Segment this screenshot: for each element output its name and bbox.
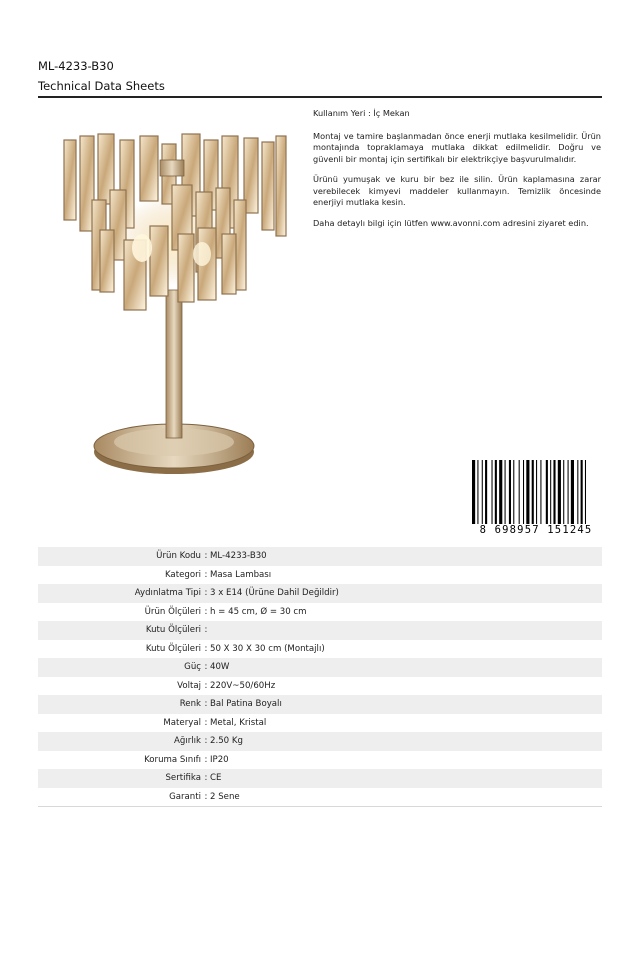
spec-value: Masa Lambası xyxy=(210,569,272,580)
barcode-bars xyxy=(470,460,602,526)
spec-separator: : xyxy=(204,699,208,710)
spec-row xyxy=(38,714,602,733)
spec-label: Garanti xyxy=(169,791,201,802)
barcode-bar xyxy=(513,460,514,526)
spec-table-bottom-rule xyxy=(38,806,602,807)
barcode-bar xyxy=(482,460,483,526)
document-subtitle: Technical Data Sheets xyxy=(38,79,165,93)
spec-label: Güç xyxy=(184,662,201,673)
spec-label: Voltaj xyxy=(177,680,201,691)
spec-row xyxy=(38,677,602,696)
barcode-bar xyxy=(492,460,493,526)
barcode-bar xyxy=(568,460,569,526)
document-header xyxy=(38,58,602,94)
spec-table xyxy=(38,547,602,807)
barcode-bar xyxy=(540,460,541,526)
spec-separator: : xyxy=(204,736,208,747)
barcode-bar xyxy=(495,460,497,526)
barcode-bar xyxy=(536,460,537,526)
spec-label: Aydınlatma Tipi xyxy=(134,588,201,599)
header-divider xyxy=(38,96,602,98)
barcode-bar xyxy=(477,460,478,526)
product-info xyxy=(313,108,601,238)
spec-label: Ağırlık xyxy=(173,736,201,747)
spec-row xyxy=(38,603,602,622)
product-photo-table-lamp xyxy=(52,130,297,485)
spec-separator: : xyxy=(204,791,208,802)
spec-row xyxy=(38,788,602,807)
spec-row xyxy=(38,769,602,788)
installation-note: Montaj ve tamire başlanmadan önce enerji mutlaka kesilmelidir. Ürün montajında topraklamaya mutlaka dikkat edilmelidir. Doğru ve güvenli bir montaj için sertifikalı bir elektrikçiye başvurulmalıdır. xyxy=(313,130,601,164)
spec-separator: : xyxy=(204,680,208,691)
spec-separator: : xyxy=(204,643,208,654)
spec-label: Kutu Ölçüleri xyxy=(145,625,201,636)
barcode-bar xyxy=(526,460,529,526)
spec-separator: : xyxy=(204,551,208,562)
spec-label: Kategori xyxy=(164,569,201,580)
barcode-bar xyxy=(577,460,578,526)
spec-value: 220V~50/60Hz xyxy=(210,680,276,691)
spec-value: CE xyxy=(210,773,222,784)
spec-value: Metal, Kristal xyxy=(210,717,267,728)
barcode-bar xyxy=(571,460,574,526)
spec-label: Materyal xyxy=(163,717,201,728)
spec-separator: : xyxy=(204,588,208,599)
product-code-title: ML-4233-B30 xyxy=(38,59,114,73)
spec-row xyxy=(38,584,602,603)
barcode-bar xyxy=(472,460,475,526)
spec-row xyxy=(38,658,602,677)
spec-row xyxy=(38,566,602,585)
spec-row xyxy=(38,640,602,659)
barcode-bar xyxy=(558,460,561,526)
spec-separator: : xyxy=(204,569,208,580)
barcode-bar xyxy=(553,460,555,526)
spec-value: 3 x E14 (Ürüne Dahil Değildir) xyxy=(210,588,339,599)
spec-value: IP20 xyxy=(210,754,229,765)
barcode-bar xyxy=(532,460,534,526)
spec-label: Ürün Kodu xyxy=(156,551,201,562)
barcode-bar xyxy=(505,460,506,526)
spec-separator: : xyxy=(204,606,208,617)
spec-label: Renk xyxy=(179,699,201,710)
barcode-bar xyxy=(499,460,502,526)
ean-barcode xyxy=(470,460,602,538)
barcode-bar xyxy=(519,460,520,526)
spec-value: ML-4233-B30 xyxy=(210,551,267,562)
spec-separator: : xyxy=(204,625,208,636)
spec-value: 50 X 30 X 30 cm (Montajlı) xyxy=(210,643,325,654)
spec-separator: : xyxy=(204,717,208,728)
barcode-bar xyxy=(485,460,487,526)
spec-row xyxy=(38,695,602,714)
table-lamp-illustration xyxy=(52,130,297,485)
spec-value: 2.50 Kg xyxy=(210,736,243,747)
spec-label: Sertifika xyxy=(165,773,201,784)
spec-label: Ürün Ölçüleri xyxy=(144,606,201,617)
cleaning-note: Ürünü yumuşak ve kuru bir bez ile silin. Ürün kaplamasına zarar verebilecek kimyevi maddeler kullanmayın. Temizlik öncesinde enerjiyi mutlaka kesin. xyxy=(313,174,601,207)
usage-location: Kullanım Yeri : İç Mekan xyxy=(313,108,410,118)
spec-value: Bal Patina Boyalı xyxy=(210,699,282,710)
spec-row xyxy=(38,547,602,566)
spec-row xyxy=(38,621,602,640)
spec-value: 2 Sene xyxy=(210,791,240,802)
spec-row xyxy=(38,751,602,770)
website-note: Daha detaylı bilgi için lütfen www.avonni.com adresini ziyaret edin. xyxy=(313,217,589,228)
spec-label: Kutu Ölçüleri xyxy=(145,643,201,654)
barcode-number: 8 698957 151245 xyxy=(470,524,602,536)
spec-separator: : xyxy=(204,662,208,673)
spec-row xyxy=(38,732,602,751)
barcode-bar xyxy=(550,460,551,526)
spec-value: h = 45 cm, Ø = 30 cm xyxy=(210,606,307,617)
spec-separator: : xyxy=(204,773,208,784)
barcode-bar xyxy=(523,460,524,526)
barcode-bar xyxy=(546,460,548,526)
barcode-bar xyxy=(509,460,511,526)
spec-value: 40W xyxy=(210,662,230,673)
barcode-bar xyxy=(581,460,583,526)
spec-label: Koruma Sınıfı xyxy=(144,754,201,765)
spec-separator: : xyxy=(204,754,208,765)
barcode-bar xyxy=(563,460,564,526)
barcode-bar xyxy=(585,460,586,526)
